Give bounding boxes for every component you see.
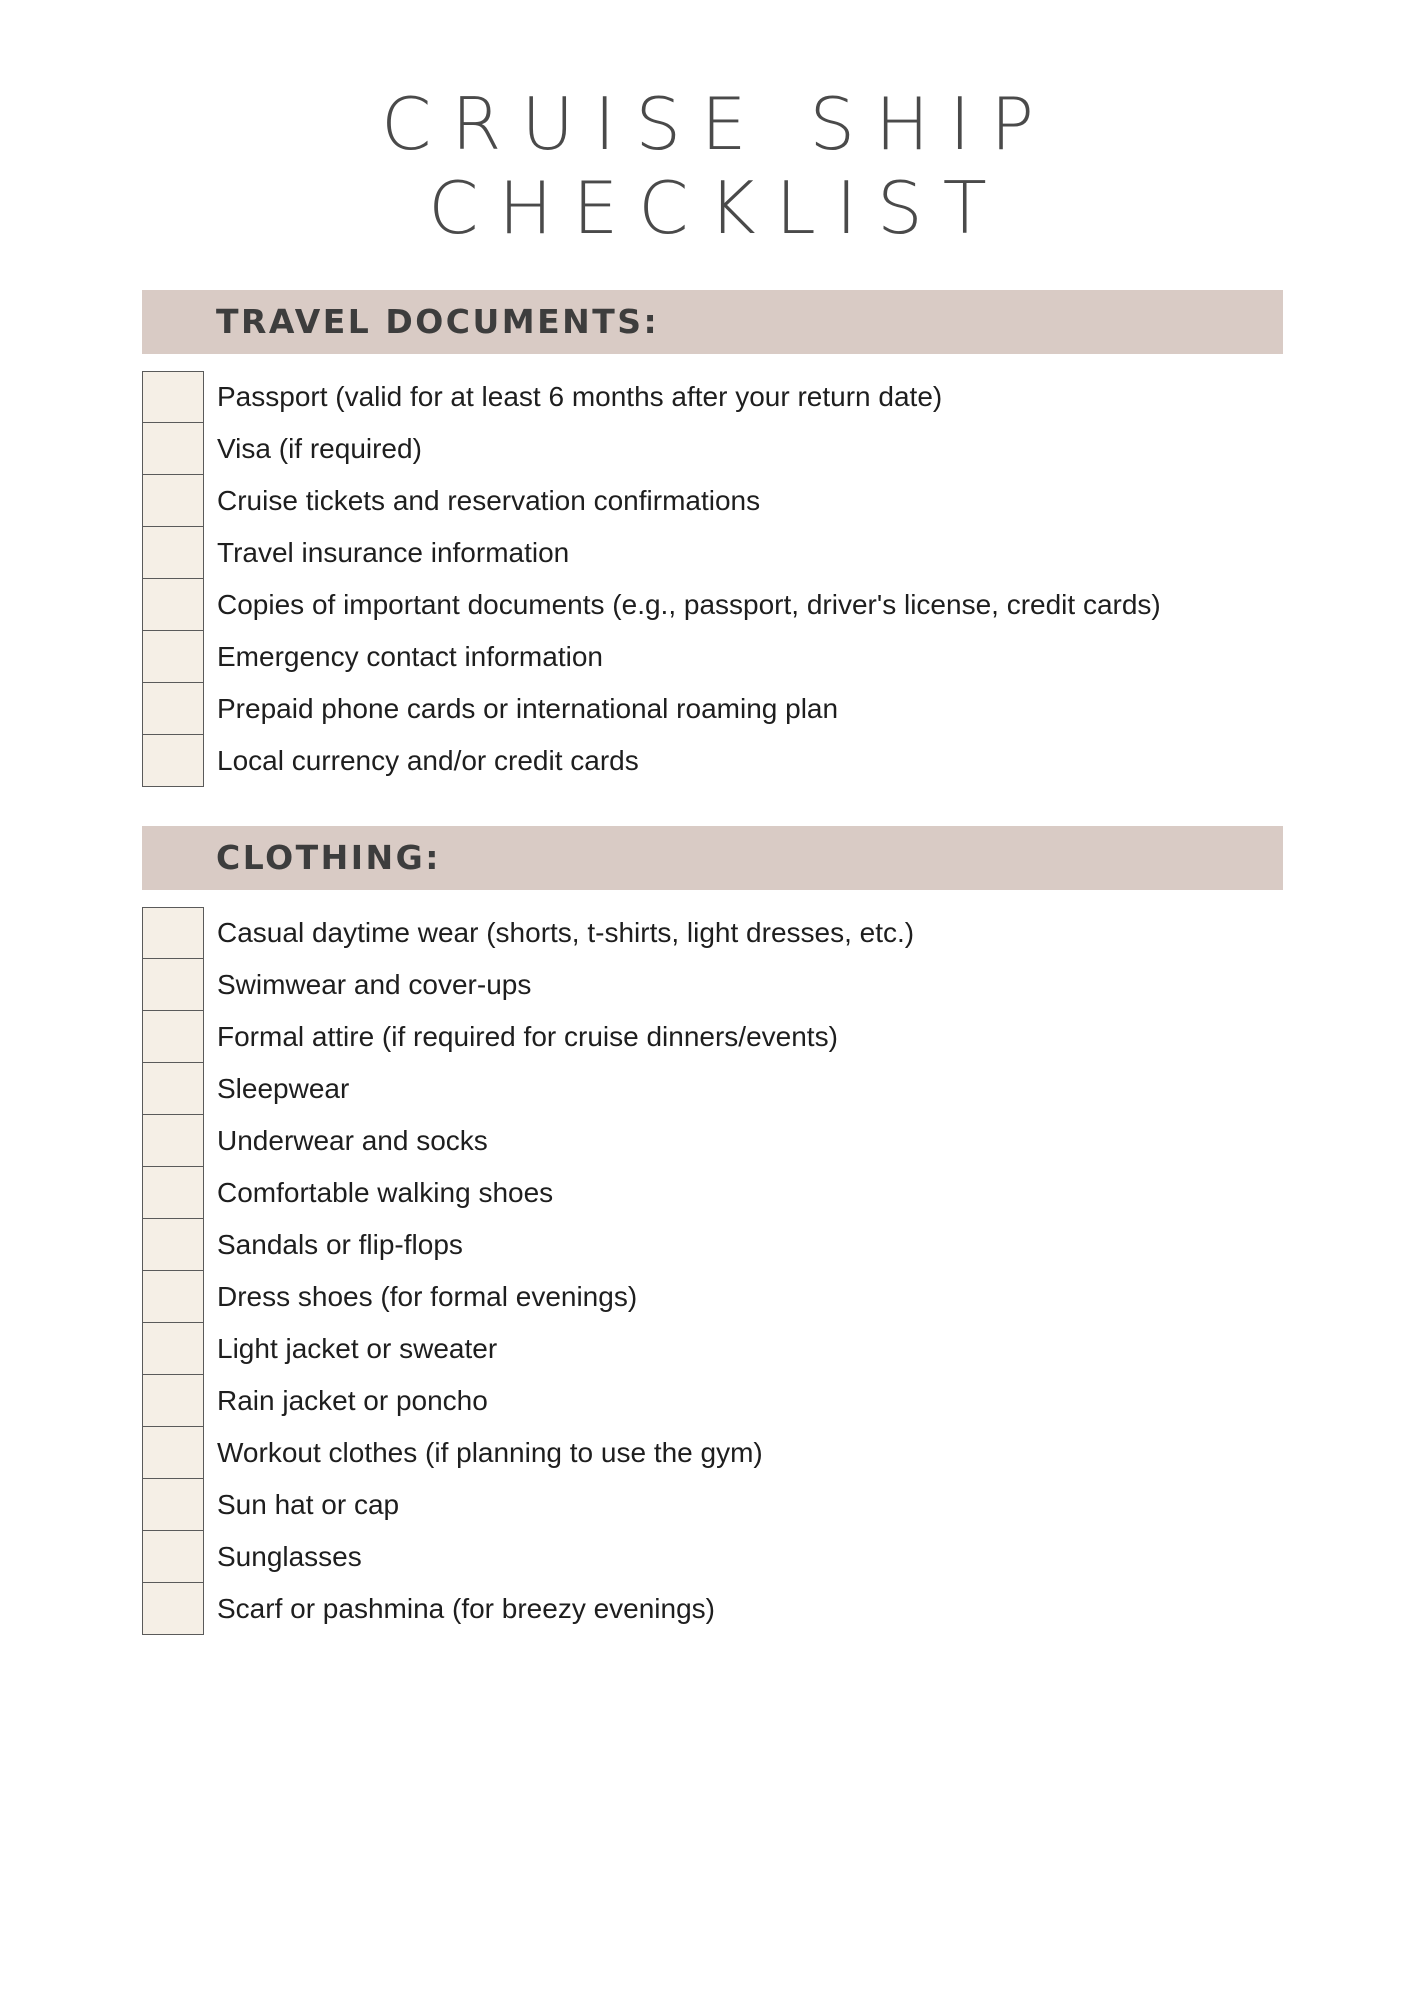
checkbox[interactable]: [142, 1583, 204, 1635]
checklist-item-label: Underwear and socks: [217, 1125, 488, 1156]
checklist-item: [142, 1479, 1283, 1531]
checklist-item-label: Comfortable walking shoes: [217, 1177, 554, 1208]
checklist-item: [142, 683, 1283, 735]
checkbox[interactable]: [142, 683, 204, 735]
checklist-item-label: Copies of important documents (e.g., passport, driver's license, credit cards): [217, 589, 1161, 620]
checklist-item-label: Sleepwear: [217, 1073, 350, 1104]
checkbox[interactable]: [142, 1063, 204, 1115]
checkbox[interactable]: [142, 579, 204, 631]
checklist-item-label: Sun hat or cap: [217, 1489, 400, 1520]
checkbox[interactable]: [142, 475, 204, 527]
checkbox[interactable]: [142, 631, 204, 683]
checklist-item: [142, 1271, 1283, 1323]
checklist-item: [142, 475, 1283, 527]
section-travel-documents: [142, 290, 1283, 787]
checklist-item: [142, 959, 1283, 1011]
checklist-item: [142, 907, 1283, 959]
page-title: [0, 82, 1415, 250]
checklist-item-label: Visa (if required): [217, 433, 422, 464]
checklist-item-label: Emergency contact information: [217, 641, 603, 672]
checklist-item: [142, 1115, 1283, 1167]
checkbox[interactable]: [142, 1479, 204, 1531]
checkbox[interactable]: [142, 1219, 204, 1271]
checklist-items: [142, 371, 1283, 787]
checklist-item-label: Workout clothes (if planning to use the gym): [217, 1437, 763, 1468]
checklist-item: [142, 631, 1283, 683]
checkbox[interactable]: [142, 1011, 204, 1063]
checklist-item: [142, 1219, 1283, 1271]
checklist-item: [142, 1063, 1283, 1115]
checklist-item: [142, 579, 1283, 631]
checklist-item-label: Rain jacket or poncho: [217, 1385, 488, 1416]
checklist-item-label: Cruise tickets and reservation confirmations: [217, 485, 761, 516]
checklist-item-label: Local currency and/or credit cards: [217, 745, 639, 776]
section-header-band: [142, 826, 1283, 890]
title-line-2: CHECKLIST: [428, 166, 1007, 250]
checkbox[interactable]: [142, 527, 204, 579]
checkbox[interactable]: [142, 959, 204, 1011]
checklist-item-label: Prepaid phone cards or international roaming plan: [217, 693, 839, 724]
checklist-items: [142, 907, 1283, 1635]
checkbox[interactable]: [142, 735, 204, 787]
checkbox[interactable]: [142, 1531, 204, 1583]
checklist-item: [142, 735, 1283, 787]
checklist-item-label: Passport (valid for at least 6 months after your return date): [217, 381, 943, 412]
checklist-item-label: Sandals or flip-flops: [217, 1229, 463, 1260]
checklist-item-label: Dress shoes (for formal evenings): [217, 1281, 638, 1312]
checklist-item-label: Formal attire (if required for cruise dinners/events): [217, 1021, 838, 1052]
checklist-item: [142, 1375, 1283, 1427]
checkbox[interactable]: [142, 907, 204, 959]
checkbox[interactable]: [142, 1375, 204, 1427]
checklist-item-label: Scarf or pashmina (for breezy evenings): [217, 1593, 715, 1624]
section-heading: CLOTHING:: [216, 838, 441, 877]
checklist-item: [142, 1427, 1283, 1479]
checklist-item: [142, 371, 1283, 423]
checklist-item: [142, 1323, 1283, 1375]
checkbox[interactable]: [142, 1167, 204, 1219]
checklist-item: [142, 423, 1283, 475]
checklist-item: [142, 1167, 1283, 1219]
checklist-item: [142, 1011, 1283, 1063]
checklist-item-label: Casual daytime wear (shorts, t-shirts, light dresses, etc.): [217, 917, 915, 948]
checklist-item: [142, 527, 1283, 579]
checklist-item-label: Sunglasses: [217, 1541, 362, 1572]
checklist-item: [142, 1583, 1283, 1635]
checklist-item-label: Light jacket or sweater: [217, 1333, 498, 1364]
checkbox[interactable]: [142, 423, 204, 475]
checklist-item: [142, 1531, 1283, 1583]
checklist-item-label: Travel insurance information: [217, 537, 570, 568]
title-line-1: CRUISE SHIP: [381, 82, 1054, 166]
section-header-band: [142, 290, 1283, 354]
section-heading: TRAVEL DOCUMENTS:: [216, 302, 660, 341]
checkbox[interactable]: [142, 1323, 204, 1375]
checkbox[interactable]: [142, 1115, 204, 1167]
checklist-item-label: Swimwear and cover-ups: [217, 969, 532, 1000]
checkbox[interactable]: [142, 1271, 204, 1323]
checkbox[interactable]: [142, 371, 204, 423]
checkbox[interactable]: [142, 1427, 204, 1479]
section-clothing: [142, 826, 1283, 1635]
